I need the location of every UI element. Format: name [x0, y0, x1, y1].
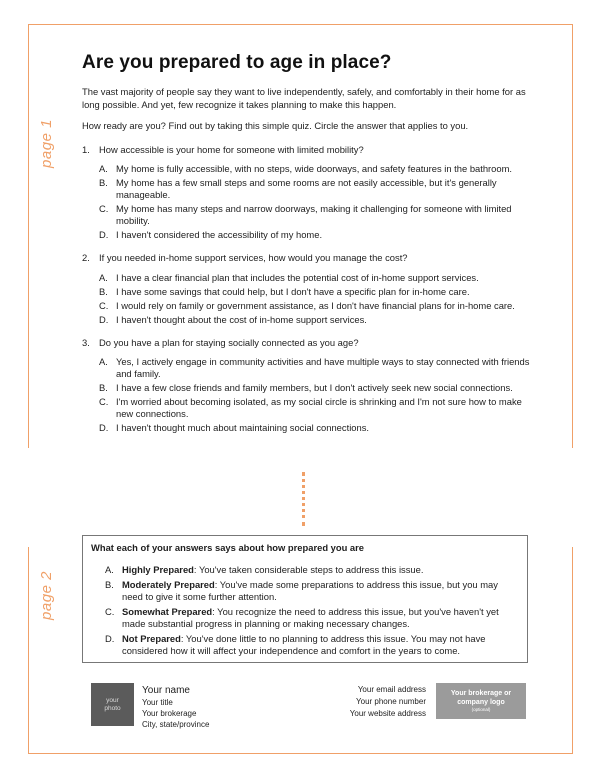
- question-number: 1.: [82, 143, 90, 155]
- page-2-label: page 2: [37, 571, 55, 620]
- photo-placeholder: [91, 683, 134, 726]
- option-text: Yes, I actively engage in community activities and have multiple ways to stay connected with friends and family.: [116, 356, 530, 379]
- option-letter: C.: [105, 606, 115, 617]
- agent-city: City, state/province: [142, 720, 210, 729]
- answer-key-item: [105, 564, 519, 576]
- answer-option: [99, 163, 532, 175]
- question-number: 3.: [82, 336, 90, 348]
- answer-term: Not Prepared: [122, 633, 181, 644]
- intro-paragraph-2: How ready are you? Find out by taking this simple quiz. Circle the answer that applies to you.: [82, 120, 469, 131]
- answer-term: Highly Prepared: [122, 564, 194, 575]
- agent-website: Your website address: [349, 709, 426, 718]
- question-number: 2.: [82, 252, 90, 263]
- agent-info: [142, 684, 209, 730]
- page-title: Are you prepared to age in place?: [82, 52, 392, 73]
- answer-option: [99, 286, 532, 298]
- answer-description: : You recognize the need to address this issue, but you've haven't yet made substantial progress in planning or making necessary changes.: [122, 606, 499, 629]
- answer-key-item: [105, 606, 519, 630]
- option-text: My home is fully accessible, with no steps, wide doorways, and safety features in the bathroom.: [116, 163, 513, 174]
- intro-paragraph-1: The vast majority of people say they want to live independently, safely, and comfortably in their home for as long possible. And yet, few recognize it takes planning to make this happen.: [82, 86, 526, 110]
- option-letter: C.: [99, 203, 109, 214]
- option-text: My home has many steps and narrow doorways, making it challenging for someone with limited mobility.: [116, 203, 512, 226]
- answer-option: [99, 396, 532, 420]
- contact-info: [350, 684, 426, 720]
- option-text: I'm worried about becoming isolated, as my social circle is shrinking and I'm not sure how to make new connections.: [116, 396, 522, 419]
- option-text: I haven't thought much about maintaining social connections.: [116, 422, 369, 433]
- logo-optional-note: (optional): [471, 707, 491, 712]
- answer-description: : You've done little to no planning to address this issue. You may not have considered how it will affect your independence and comfort in the years to come.: [122, 633, 486, 656]
- option-letter: D.: [99, 229, 109, 240]
- option-letter: A.: [99, 356, 108, 367]
- logo-placeholder-text: Your brokerage or company logo: [450, 690, 512, 706]
- option-letter: A.: [105, 564, 114, 575]
- answer-option: [99, 356, 532, 380]
- answer-option: [99, 422, 532, 434]
- agent-email: Your email address: [357, 685, 426, 694]
- answer-key-heading: What each of your answers says about how prepared you are: [91, 542, 364, 553]
- question-text: Do you have a plan for staying socially connected as you age?: [99, 336, 359, 348]
- answer-term: Somewhat Prepared: [122, 606, 213, 617]
- answer-option: [99, 177, 532, 201]
- logo-placeholder: [436, 683, 526, 719]
- option-letter: D.: [99, 313, 109, 325]
- option-text: I would rely on family or government assistance, as I don't have financial plans for in-home care.: [116, 299, 515, 311]
- option-letter: B.: [99, 382, 108, 393]
- answer-option: [99, 272, 532, 284]
- option-letter: A.: [99, 271, 108, 283]
- photo-placeholder-text: your photo: [104, 696, 121, 712]
- agent-phone: Your phone number: [356, 697, 426, 706]
- answer-option: [99, 382, 532, 394]
- option-text: I have a clear financial plan that includes the potential cost of in-home support services.: [116, 271, 479, 283]
- option-text: I have some savings that could help, but I don't have a specific plan for in-home care.: [116, 285, 470, 297]
- option-letter: C.: [99, 299, 109, 311]
- answer-option: [99, 314, 532, 326]
- option-letter: B.: [99, 285, 108, 297]
- answer-key-box: [82, 535, 528, 663]
- answer-description: : You've made some preparations to address this issue, but you may need to give it some further attention.: [122, 579, 498, 602]
- answer-key-item: [105, 579, 519, 603]
- agent-title: Your title: [142, 698, 173, 707]
- answer-option: [99, 229, 532, 241]
- option-letter: C.: [99, 396, 109, 407]
- option-text: I haven't thought about the cost of in-home support services.: [116, 313, 367, 325]
- question-3: [82, 337, 532, 435]
- answer-description: : You've taken considerable steps to address this issue.: [193, 564, 424, 575]
- question-1: [82, 144, 532, 242]
- answer-key-item: [105, 633, 519, 657]
- answer-option: [99, 300, 532, 312]
- page-1-label: page 1: [37, 119, 55, 168]
- option-letter: B.: [99, 177, 108, 188]
- agent-brokerage: Your brokerage: [142, 709, 197, 718]
- option-letter: D.: [105, 633, 115, 644]
- option-text: I haven't considered the accessibility of my home.: [116, 229, 323, 240]
- question-text: How accessible is your home for someone with limited mobility?: [99, 143, 364, 155]
- page-gap: [25, 448, 575, 547]
- option-letter: A.: [99, 163, 108, 174]
- question-text: If you needed in-home support services, how would you manage the cost?: [99, 252, 408, 263]
- question-2: [82, 252, 532, 326]
- answer-term: Moderately Prepared: [122, 579, 215, 590]
- quiz-content: [82, 52, 532, 436]
- option-text: My home has a few small steps and some rooms are not easily accessible, but it's generally manageable.: [116, 177, 497, 200]
- page-connector-dots: [302, 472, 305, 526]
- option-text: I have a few close friends and family members, but I don't actively seek new social connections.: [116, 382, 513, 393]
- answer-option: [99, 203, 532, 227]
- option-letter: D.: [99, 422, 109, 433]
- option-letter: B.: [105, 579, 114, 590]
- agent-name: Your name: [142, 685, 190, 696]
